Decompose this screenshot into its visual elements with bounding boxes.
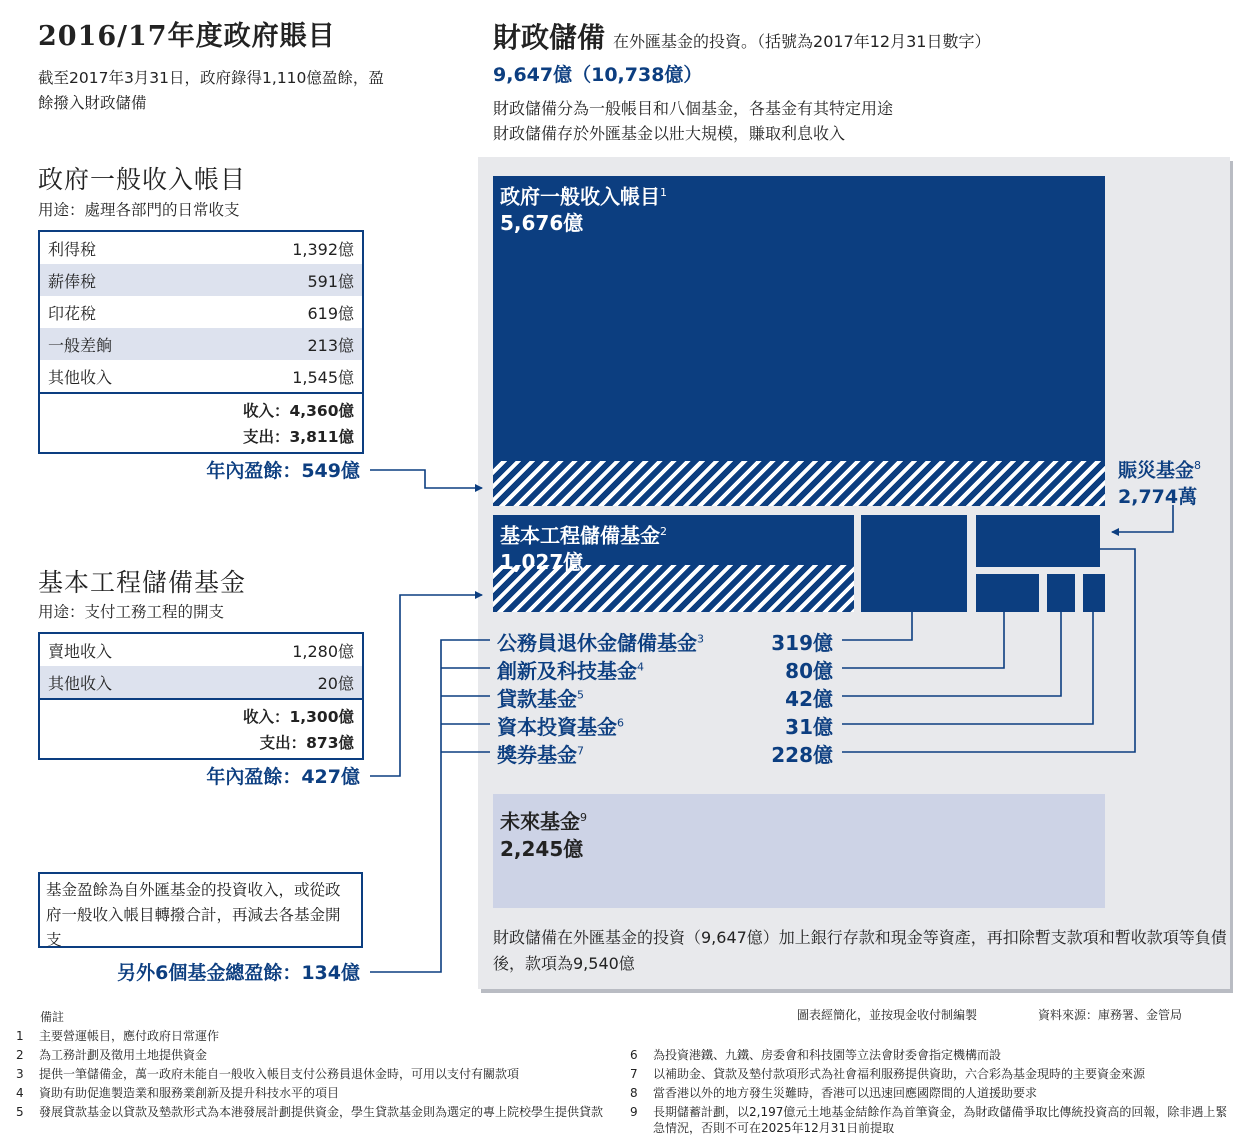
note-item: 8 當香港以外的地方發生災難時，香港可以迅速回應國際間的人道援助要求 bbox=[630, 1086, 1038, 1100]
arrow-lotteries bbox=[842, 549, 1135, 752]
general-revenue-surplus: 年內盈餘：549億 bbox=[206, 460, 360, 482]
note-item: 4 資助有助促進製造業和服務業創新及提升科技水平的項目 bbox=[16, 1086, 340, 1100]
reserves-subtitle: 在外匯基金的投資。（括號為2017年12月31日數字） bbox=[613, 32, 991, 51]
capital-works-surplus: 年內盈餘：427億 bbox=[206, 766, 360, 788]
bracket-other-funds bbox=[370, 640, 490, 972]
reserves-total: 9,647億（10,738億） bbox=[493, 64, 703, 86]
other-funds-surplus: 另外6個基金總盈餘：134億 bbox=[117, 962, 360, 984]
reserves-footnote: 財政儲備在外匯基金的投資（9,647億）加上銀行存款和現金等資產，再扣除暫支款項和暫收款項等負債後，款項為9,540億 bbox=[493, 928, 1227, 973]
arrow-capital-investment bbox=[842, 589, 1093, 724]
general-revenue-title: 政府一般收入帳目 bbox=[38, 165, 247, 194]
table-row: 印花稅 619億 bbox=[48, 303, 354, 323]
reserves-description: 財政儲備分為一般帳目和八個基金，各基金有其特定用途 財政儲備存於外匯基金以壯大規模，賺取利息收入 bbox=[493, 99, 894, 143]
fund-value-innovation: 80億 bbox=[785, 659, 833, 683]
notes-title: 備註 bbox=[40, 1010, 65, 1024]
general-revenue-use: 用途：處理各部門的日常收支 bbox=[38, 201, 240, 219]
fund-value-lotteries: 228億 bbox=[771, 743, 833, 767]
future-fund-label: 未來基金$^9$ 2,245億 bbox=[500, 809, 587, 861]
arrow-general-surplus bbox=[370, 470, 482, 488]
note-item: 9 長期儲蓄計劃，以2,197億元土地基金結餘作為首筆資金，為財政儲備爭取比傳統投資高的回報，除非遇上緊急情況，否則不可在2025年12月31日前提取 bbox=[630, 1105, 1228, 1135]
fund-label-lotteries: 獎券基金$^7$ bbox=[497, 743, 584, 767]
note-item: 5 發展貸款基金以貸款及墊款形式為本港發展計劃提供資金，學生貸款基金則為選定的專上院校學生提供貸款 bbox=[16, 1105, 604, 1119]
arrow-capital-surplus bbox=[370, 595, 482, 776]
fund-label-capital-investment: 資本投資基金$^6$ bbox=[497, 715, 624, 739]
disaster-relief-fund-label: 賑災基金$^8$ 2,774萬 bbox=[1118, 459, 1202, 509]
note-item: 1 主要營運帳目，應付政府日常運作 bbox=[16, 1029, 220, 1043]
note-item: 6 為投資港鐵、九鐵、房委會和科技園等立法會財委會指定機構而設 bbox=[630, 1048, 1002, 1062]
arrow-innovation bbox=[842, 589, 1004, 668]
expenditure-total: 支出：873億 bbox=[259, 734, 354, 752]
capital-works-use: 用途：支付工務工程的開支 bbox=[38, 603, 225, 621]
table-row: 其他收入 1,545億 bbox=[48, 367, 354, 387]
fund-value-loan: 42億 bbox=[785, 687, 833, 711]
fund-value-pension: 319億 bbox=[771, 631, 833, 655]
table-row: 賣地收入 1,280億 bbox=[48, 641, 354, 661]
capital-works-box-label: 基本工程儲備基金$^2$ 1,027億 bbox=[500, 523, 667, 574]
fund-label-loan: 貸款基金$^5$ bbox=[497, 687, 584, 711]
income-total: 收入：1,300億 bbox=[242, 708, 354, 726]
income-total: 收入：4,360億 bbox=[242, 402, 354, 420]
fund-label-pension: 公務員退休金儲備基金$^3$ bbox=[497, 631, 704, 655]
expenditure-total: 支出：3,811億 bbox=[242, 428, 354, 446]
arrow-pension bbox=[842, 573, 912, 640]
table-row: 薪俸稅 591億 bbox=[40, 264, 362, 296]
note-item: 2 為工務計劃及徵用土地提供資金 bbox=[16, 1048, 208, 1062]
other-funds-explanation: 基金盈餘為自外匯基金的投資收入，或從政府一般收入帳目轉撥合計，再減去各基金開支 bbox=[38, 872, 363, 948]
reserves-title: 財政儲備 在外匯基金的投資。（括號為2017年12月31日數字） bbox=[493, 21, 991, 54]
table-row: 利得稅 1,392億 bbox=[48, 239, 354, 259]
credit-source: 資料來源：庫務署、金管局 bbox=[1038, 1008, 1183, 1022]
arrow-disaster bbox=[1112, 505, 1173, 532]
bracket-ticks bbox=[441, 668, 490, 752]
credit-simplified: 圖表經簡化，並按現金收付制編製 bbox=[797, 1008, 978, 1022]
note-item: 3 提供一筆儲備金，萬一政府未能自一般收入帳目支付公務員退休金時，可用以支付有關款項 bbox=[16, 1067, 520, 1081]
page-title: 2016/17年度政府賬目 bbox=[38, 21, 336, 52]
arrow-loan bbox=[842, 589, 1061, 696]
fund-value-capital-investment: 31億 bbox=[785, 715, 833, 739]
general-revenue-box-label: 政府一般收入帳目$^1$ 5,676億 bbox=[500, 184, 667, 235]
lead-text: 截至2017年3月31日，政府錄得1,110億盈餘，盈餘撥入財政儲備 bbox=[38, 69, 384, 112]
capital-works-title: 基本工程儲備基金 bbox=[38, 568, 247, 597]
note-item: 7 以補助金、貸款及墊付款項形式為社會福利服務提供資助，六合彩為基金現時的主要資金來源 bbox=[630, 1067, 1146, 1081]
fund-label-innovation: 創新及科技基金$^4$ bbox=[497, 659, 644, 683]
table-row: 一般差餉 213億 bbox=[40, 328, 362, 360]
table-row: 其他收入 20億 bbox=[40, 666, 362, 698]
